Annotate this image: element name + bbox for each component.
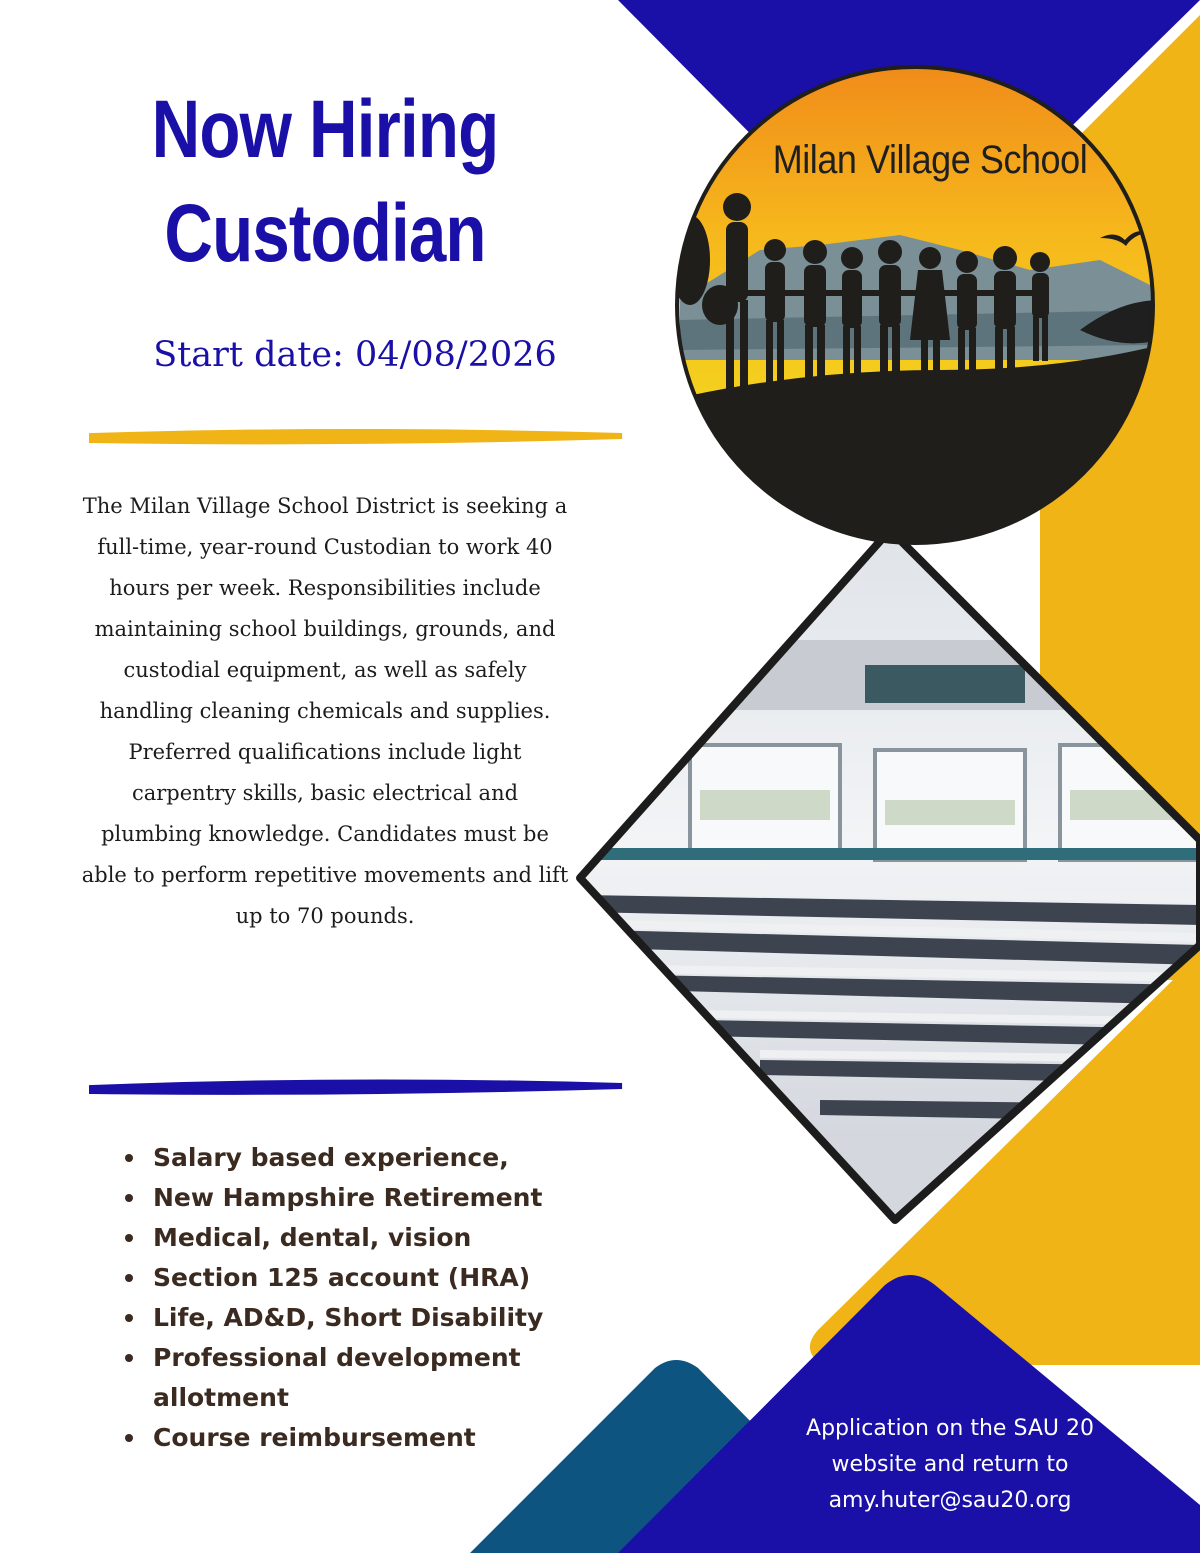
gold-brush-stroke (92, 432, 622, 441)
start-date: Start date: 04/08/2026 (153, 335, 557, 375)
application-email[interactable]: amy.huter@sau20.org (828, 1488, 1072, 1513)
benefit-item: Section 125 account (HRA) (120, 1258, 640, 1298)
application-line-1: Application on the SAU 20 (806, 1416, 1094, 1441)
headline-line-1: Now Hiring (151, 84, 499, 175)
logo-school-name: Milan Village School (772, 138, 1088, 182)
benefit-item: Professional development allotment (120, 1338, 640, 1418)
benefit-item: Salary based experience, (120, 1138, 640, 1178)
navy-brush-stroke (92, 1082, 622, 1091)
application-line-2: website and return to (831, 1452, 1069, 1477)
benefits-list (120, 1138, 640, 1458)
benefit-item: Course reimbursement (120, 1418, 640, 1458)
benefit-item: Medical, dental, vision (120, 1218, 640, 1258)
benefit-item: Life, AD&D, Short Disability (120, 1298, 640, 1338)
job-description: The Milan Village School District is seeking a full-time, year-round Custodian to work 40 hours per week. Responsibilities include maintaining school buildings, grounds, and custodial equipment, as well as safely handling cleaning chemicals and supplies. Preferred qualifications include light carpentry skills, basic electrical and plumbing knowledge. Candidates must be able to perform repetitive movements and lift up to 70 pounds. (81, 494, 569, 928)
headline (108, 78, 543, 286)
application-info (770, 1411, 1130, 1519)
benefit-item: New Hampshire Retirement (120, 1178, 640, 1218)
headline-line-2: Custodian (164, 188, 486, 279)
